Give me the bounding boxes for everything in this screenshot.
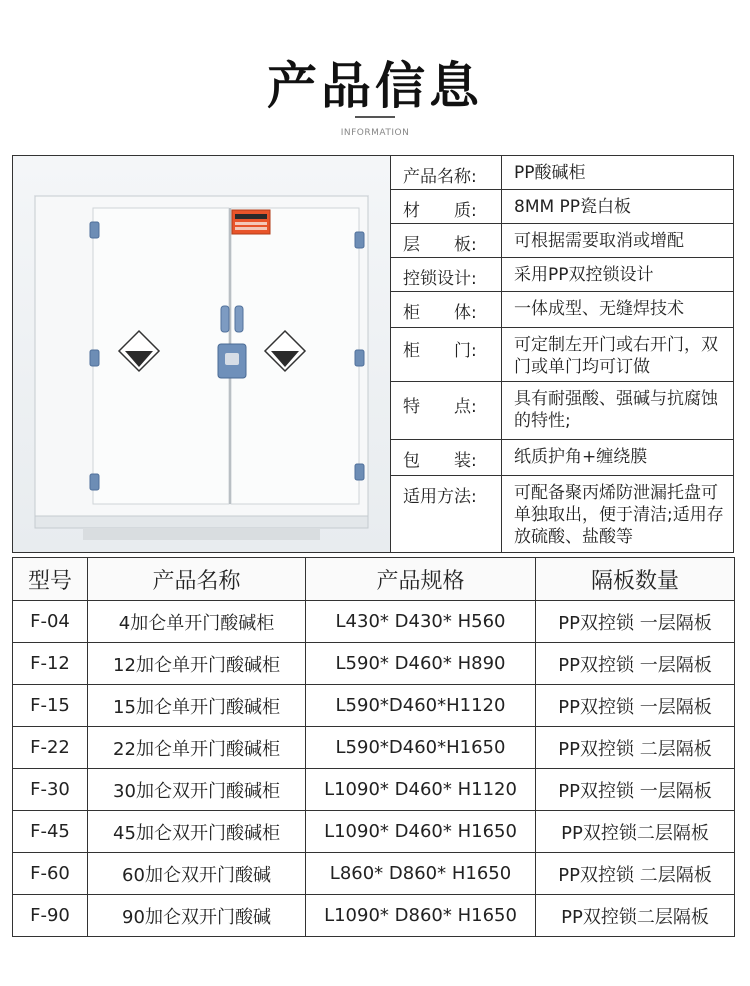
spec-row bbox=[390, 440, 733, 476]
cell-shelf: PP双控锁 一层隔板 bbox=[536, 685, 735, 727]
page-subtitle: INFORMATION bbox=[340, 128, 410, 138]
spec-label: 适用方法: bbox=[390, 476, 502, 552]
title-divider bbox=[355, 116, 395, 118]
cell-name: 60加仑双开门酸碱 bbox=[88, 853, 306, 895]
spec-label: 柜 体: bbox=[390, 292, 502, 327]
spec-list bbox=[390, 156, 733, 552]
spec-row bbox=[390, 292, 733, 328]
cell-name: 15加仑单开门酸碱柜 bbox=[88, 685, 306, 727]
cell-spec: L860* D860* H1650 bbox=[306, 853, 536, 895]
table-row bbox=[13, 811, 735, 853]
spec-row bbox=[390, 224, 733, 258]
column-header-shelf: 隔板数量 bbox=[536, 558, 735, 601]
spec-value: PP酸碱柜 bbox=[514, 163, 586, 183]
cell-name: 30加仑双开门酸碱柜 bbox=[88, 769, 306, 811]
spec-value: 可定制左开门或右开门，双门或单门均可订做 bbox=[514, 335, 718, 377]
cell-name: 12加仑单开门酸碱柜 bbox=[88, 643, 306, 685]
table-row bbox=[13, 685, 735, 727]
table-row bbox=[13, 727, 735, 769]
column-header-spec: 产品规格 bbox=[306, 558, 536, 601]
table-row bbox=[13, 601, 735, 643]
cell-shelf: PP双控锁二层隔板 bbox=[536, 811, 735, 853]
cell-spec: L1090* D460* H1650 bbox=[306, 811, 536, 853]
spec-value: 可配备聚丙烯防泄漏托盘可单独取出，便于清洁;适用存放硫酸、盐酸等 bbox=[514, 483, 724, 547]
cell-shelf: PP双控锁 一层隔板 bbox=[536, 643, 735, 685]
spec-label: 包 装: bbox=[390, 440, 502, 475]
cell-shelf: PP双控锁 二层隔板 bbox=[536, 853, 735, 895]
cell-model: F-12 bbox=[13, 643, 88, 685]
table-row bbox=[13, 895, 735, 937]
spec-row bbox=[390, 476, 733, 552]
column-header-model: 型号 bbox=[13, 558, 88, 601]
cell-model: F-60 bbox=[13, 853, 88, 895]
table-row bbox=[13, 769, 735, 811]
spec-value: 采用PP双控锁设计 bbox=[514, 265, 654, 285]
cell-model: F-90 bbox=[13, 895, 88, 937]
cell-shelf: PP双控锁二层隔板 bbox=[536, 895, 735, 937]
cell-shelf: PP双控锁 二层隔板 bbox=[536, 727, 735, 769]
product-photo bbox=[13, 156, 391, 552]
cell-shelf: PP双控锁 一层隔板 bbox=[536, 601, 735, 643]
cell-model: F-15 bbox=[13, 685, 88, 727]
spec-label: 柜 门: bbox=[390, 328, 502, 381]
table-row bbox=[13, 643, 735, 685]
cell-model: F-45 bbox=[13, 811, 88, 853]
spec-row bbox=[390, 258, 733, 292]
product-info-box bbox=[12, 155, 734, 553]
spec-label: 控锁设计: bbox=[390, 258, 502, 291]
cell-spec: L430* D430* H560 bbox=[306, 601, 536, 643]
spec-row bbox=[390, 156, 733, 190]
page-title: 产品信息 bbox=[267, 57, 483, 115]
spec-value: 8MM PP瓷白板 bbox=[514, 197, 632, 217]
product-table bbox=[12, 557, 735, 937]
table-row bbox=[13, 853, 735, 895]
spec-row bbox=[390, 328, 733, 382]
column-header-name: 产品名称 bbox=[88, 558, 306, 601]
table-header-row bbox=[13, 558, 735, 601]
spec-row bbox=[390, 382, 733, 440]
spec-label: 层 板: bbox=[390, 224, 502, 257]
cell-spec: L590*D460*H1120 bbox=[306, 685, 536, 727]
cell-model: F-04 bbox=[13, 601, 88, 643]
cell-spec: L1090* D860* H1650 bbox=[306, 895, 536, 937]
cell-spec: L590* D460* H890 bbox=[306, 643, 536, 685]
spec-value: 一体成型、无缝焊技术 bbox=[514, 299, 684, 319]
spec-label: 产品名称: bbox=[390, 156, 502, 189]
cell-spec: L1090* D460* H1120 bbox=[306, 769, 536, 811]
spec-value: 具有耐强酸、强碱与抗腐蚀的特性; bbox=[514, 389, 718, 431]
spec-row bbox=[390, 190, 733, 224]
spec-value: 纸质护角+缠绕膜 bbox=[514, 447, 648, 467]
spec-label: 特 点: bbox=[390, 382, 502, 439]
acid-alkali-cabinet-illustration bbox=[13, 156, 390, 552]
cell-name: 90加仑双开门酸碱 bbox=[88, 895, 306, 937]
spec-label: 材 质: bbox=[390, 190, 502, 223]
spec-value: 可根据需要取消或增配 bbox=[514, 231, 684, 251]
cell-name: 22加仑单开门酸碱柜 bbox=[88, 727, 306, 769]
cell-spec: L590*D460*H1650 bbox=[306, 727, 536, 769]
cell-model: F-30 bbox=[13, 769, 88, 811]
cell-name: 4加仑单开门酸碱柜 bbox=[88, 601, 306, 643]
cell-shelf: PP双控锁 一层隔板 bbox=[536, 769, 735, 811]
cell-name: 45加仑双开门酸碱柜 bbox=[88, 811, 306, 853]
cell-model: F-22 bbox=[13, 727, 88, 769]
